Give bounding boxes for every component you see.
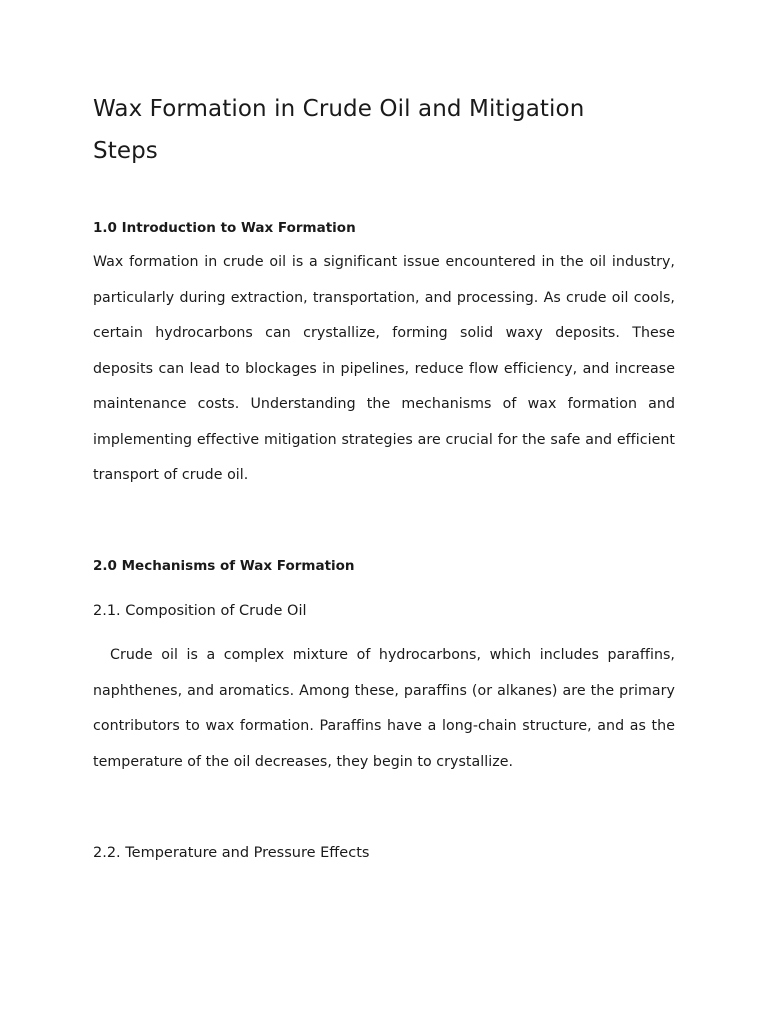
introduction-paragraph: Wax formation in crude oil is a significant issue encountered in the oil industry, particularly during extraction, transportation, and processing. As crude oil cools, certain hydrocarbons can crystallize, forming solid waxy deposits. These deposits can lead to blockages in pipelines, reduce flow efficiency, and increase maintenance costs. Understanding the mechanisms of wax formation and implementing effective mitigation strategies are crucial for the safe and efficient transport of crude oil. <box>93 254 675 483</box>
section-heading-mechanisms: 2.0 Mechanisms of Wax Formation <box>93 558 355 574</box>
section-heading-introduction: 1.0 Introduction to Wax Formation <box>93 220 356 236</box>
composition-paragraph: Crude oil is a complex mixture of hydrocarbons, which includes paraffins, naphthenes, and aromatics. Among these, paraffins (or alkanes) are the primary contributors to wax formation. Paraffins have a long-chain structure, and as the temperature of the oil decreases, they begin to crystallize. <box>93 647 675 770</box>
document-title: Wax Formation in Crude Oil and Mitigation Steps <box>93 96 585 164</box>
subsection-heading-composition: 2.1. Composition of Crude Oil <box>93 603 307 619</box>
subsection-heading-temperature-pressure: 2.2. Temperature and Pressure Effects <box>93 845 370 861</box>
